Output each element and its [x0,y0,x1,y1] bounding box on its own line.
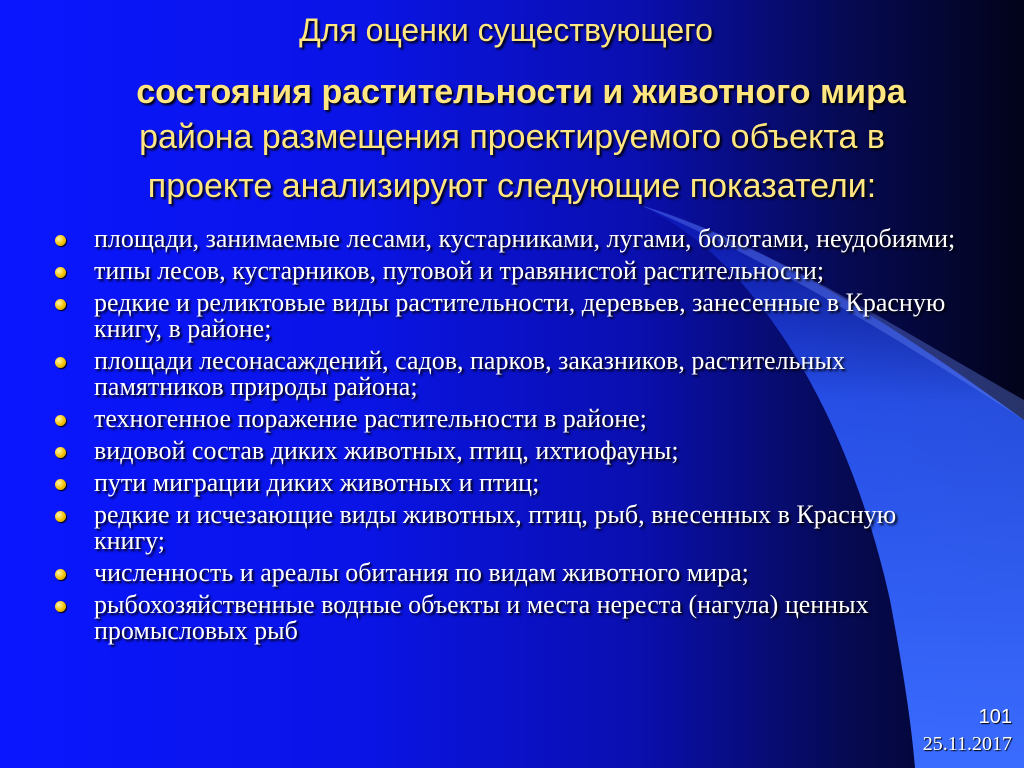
bullet-text: техногенное поражение растительности в районе; [94,404,647,433]
bullet-text: редкие и реликтовые виды растительности, деревьев, занесенные в Красную книгу, в районе; [94,288,946,343]
bullet-icon [55,447,66,458]
bullet-item [52,592,972,644]
slide-title [0,4,1024,210]
bullet-icon [55,511,66,522]
bullet-icon [55,415,66,426]
bullet-item [52,470,972,496]
page-number: 101 [978,706,1012,728]
slide-date: 25.11.2017 [922,733,1012,755]
bullet-icon [55,267,66,278]
bullet-icon [55,235,66,246]
bullet-item [52,290,972,342]
bullet-text: площади лесонасаждений, садов, парков, заказников, растительных памятников природы района; [94,346,845,401]
bullet-text: видовой состав диких животных, птиц, ихтиофауны; [94,436,679,465]
bullet-icon [55,601,66,612]
bullet-text: типы лесов, кустарников, путовой и травянистой растительности; [94,256,825,285]
bullet-item [52,406,972,432]
bullet-icon [55,357,66,368]
bullet-icon [55,569,66,580]
bullet-icon [55,479,66,490]
title-line-4: проекте анализируют следующие показатели: [147,167,877,205]
title-line-1: Для оценки существующего [299,12,713,48]
title-line-2: состояния растительности и животного мира [136,73,906,111]
bullet-item [52,348,972,400]
bullet-item [52,502,972,554]
bullet-item [52,560,972,586]
bullet-item [52,226,972,252]
bullet-icon [55,299,66,310]
title-line-3: района размещения проектируемого объекта в [139,118,885,156]
bullet-item [52,258,972,284]
bullet-text: пути миграции диких животных и птиц; [94,468,540,497]
bullet-list [52,226,972,650]
bullet-text: площади, занимаемые лесами, кустарниками, лугами, болотами, неудобиями; [94,224,956,253]
bullet-text: рыбохозяйственные водные объекты и места нереста (нагула) ценных промысловых рыб [94,590,869,645]
bullet-text: численность и ареалы обитания по видам животного мира; [94,558,749,587]
bullet-text: редкие и исчезающие виды животных, птиц, рыб, внесенных в Красную книгу; [94,500,897,555]
bullet-item [52,438,972,464]
